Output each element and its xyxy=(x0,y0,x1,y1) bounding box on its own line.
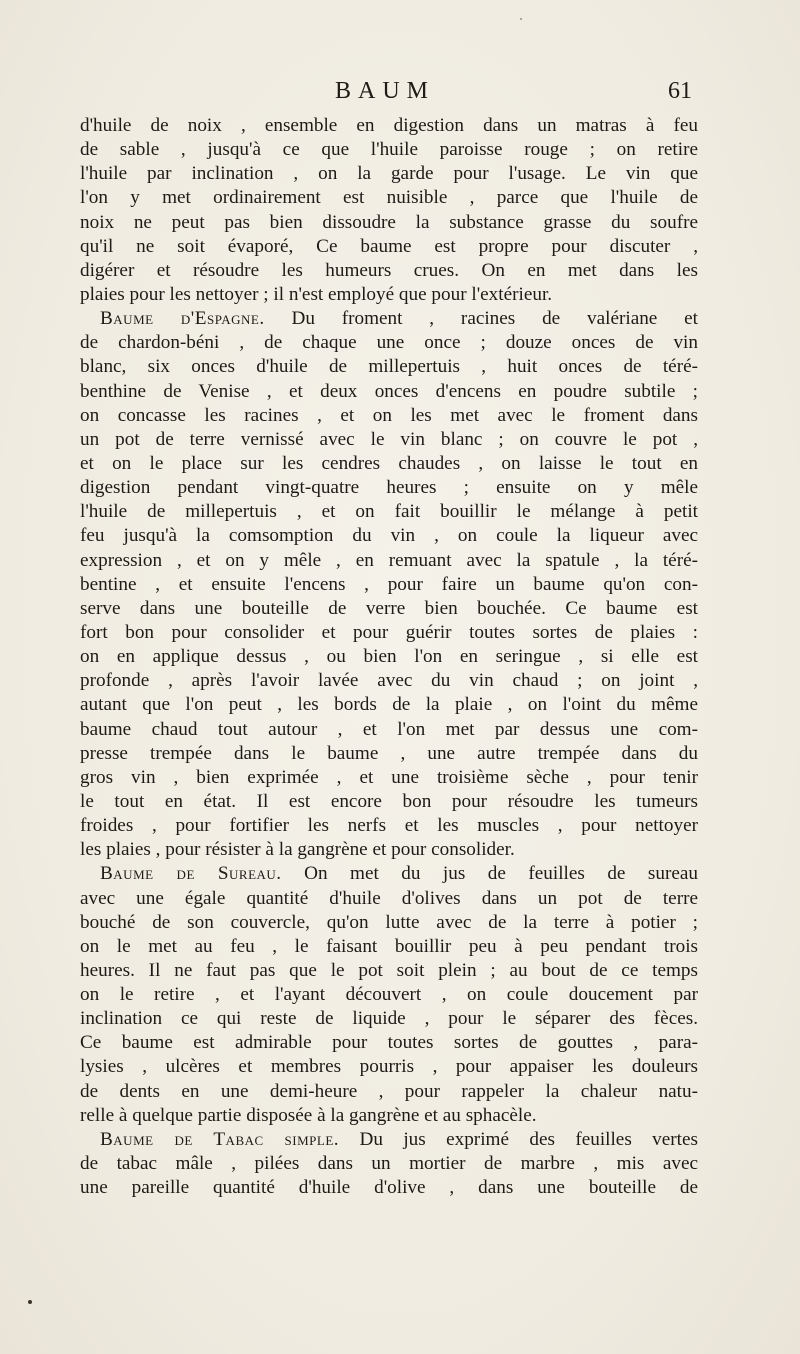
line-text: benthine de Venise , et deux onces d'encens en poudre subtile ; xyxy=(80,380,698,402)
text-line xyxy=(80,114,698,138)
line-text: digestion pendant vingt-quatre heures ; ensuite on y mêle xyxy=(80,477,698,499)
text-line xyxy=(80,983,698,1007)
text-line xyxy=(80,380,698,404)
line-text: un pot de terre vernissé avec le vin blanc ; on couvre le pot , xyxy=(80,428,698,450)
text-line xyxy=(80,162,698,186)
entry-heading: Baume de Sureau. xyxy=(100,863,282,885)
page-number: 61 xyxy=(668,78,692,104)
text-line xyxy=(80,428,698,452)
line-text: l'on y met ordinairement est nuisible , parce que l'huile de xyxy=(80,187,698,209)
line-text: qu'il ne soit évaporé, Ce baume est propre pour discuter , xyxy=(80,235,698,257)
line-text: autant que l'on peut , les bords de la plaie , on l'oint du même xyxy=(80,694,698,716)
line-text: de sable , jusqu'à ce que l'huile paroisse rouge ; on retire xyxy=(80,139,698,161)
text-line xyxy=(80,283,698,307)
paper-speck xyxy=(520,18,522,20)
line-text: Du jus exprimé des feuilles vertes xyxy=(339,1128,698,1150)
text-line xyxy=(80,814,698,838)
text-line xyxy=(80,1007,698,1031)
line-text: On met du jus de feuilles de sureau xyxy=(281,863,698,885)
text-line xyxy=(80,1080,698,1104)
entry-first-line xyxy=(80,307,698,331)
text-line xyxy=(80,138,698,162)
text-line xyxy=(80,524,698,548)
line-text: baume chaud tout autour , et l'on met par dessus une com- xyxy=(80,718,698,740)
line-text: on concasse les racines , et on les met avec le froment dans xyxy=(80,404,698,426)
body-text xyxy=(80,114,698,1200)
line-text: de tabac mâle , pilées dans un mortier de marbre , mis avec xyxy=(80,1153,698,1175)
line-text: blanc, six onces d'huile de millepertuis , huit onces de téré- xyxy=(80,356,698,378)
text-line xyxy=(80,693,698,717)
text-line xyxy=(80,597,698,621)
text-line xyxy=(80,549,698,573)
line-text: Du froment , racines de valériane et xyxy=(264,308,698,330)
text-line xyxy=(80,573,698,597)
text-line xyxy=(80,355,698,379)
line-text: l'huile par inclination , on la garde pour l'usage. Le vin que xyxy=(80,163,698,185)
line-text: plaies pour les nettoyer ; il n'est employé que pour l'extérieur. xyxy=(80,283,553,305)
line-text: presse trempée dans le baume , une autre trempée dans du xyxy=(80,742,698,764)
line-text: froides , pour fortifier les nerfs et les muscles , pour nettoyer xyxy=(80,815,698,837)
entry-heading: Baume d'Espagne. xyxy=(100,308,265,330)
text-line xyxy=(80,718,698,742)
line-text: digérer et résoudre les humeurs crues. On en met dans les xyxy=(80,259,698,281)
text-line xyxy=(80,742,698,766)
text-line xyxy=(80,476,698,500)
line-text: bouché de son couvercle, qu'on lutte avec de la terre à potier ; xyxy=(80,911,698,933)
line-text: on le met au feu , le faisant bouillir peu à peu pendant trois xyxy=(80,935,698,957)
text-line xyxy=(80,404,698,428)
text-line xyxy=(80,838,698,862)
line-text: on le retire , et l'ayant découvert , on coule doucement par xyxy=(80,984,698,1006)
line-text: fort bon pour consolider et pour guérir toutes sortes de plaies : xyxy=(80,621,698,643)
line-text: les plaies , pour résister à la gangrène et pour consolider. xyxy=(80,839,515,861)
entry-heading: Baume de Tabac simple. xyxy=(100,1128,340,1150)
line-text: de chardon-béni , de chaque une once ; douze onces de vin xyxy=(80,332,698,354)
text-line xyxy=(80,1055,698,1079)
text-line xyxy=(80,645,698,669)
text-line xyxy=(80,790,698,814)
text-line xyxy=(80,211,698,235)
text-line xyxy=(80,1031,698,1055)
line-text: gros vin , bien exprimée , et une troisième sèche , pour tenir xyxy=(80,766,698,788)
line-text: l'huile de millepertuis , et on fait bouillir le mélange à petit xyxy=(80,501,698,523)
line-text: d'huile de noix , ensemble en digestion dans un matras à feu xyxy=(80,115,698,136)
line-text: lysies , ulcères et membres pourris , pour appaiser les douleurs xyxy=(80,1056,698,1078)
text-line xyxy=(80,452,698,476)
line-text: expression , et on y mêle , en remuant avec la spatule , la téré- xyxy=(80,549,698,571)
text-line xyxy=(80,1152,698,1176)
text-line xyxy=(80,621,698,645)
line-text: relle à quelque partie disposée à la gangrène et au sphacèle. xyxy=(80,1104,537,1126)
text-line xyxy=(80,186,698,210)
line-text: serve dans une bouteille de verre bien bouchée. Ce baume est xyxy=(80,597,698,619)
text-line xyxy=(80,911,698,935)
text-line xyxy=(80,959,698,983)
text-line xyxy=(80,669,698,693)
line-text: une pareille quantité d'huile d'olive , dans une bouteille de xyxy=(80,1177,698,1199)
line-text: inclination ce qui reste de liquide , pour le séparer des fèces. xyxy=(80,1008,698,1030)
text-line xyxy=(80,935,698,959)
line-text: Ce baume est admirable pour toutes sortes de gouttes , para- xyxy=(80,1032,698,1054)
line-text: feu jusqu'à la comsomption du vin , on coule la liqueur avec xyxy=(80,525,698,547)
line-text: le tout en état. Il est encore bon pour résoudre les tumeurs xyxy=(80,790,698,812)
page-header xyxy=(78,78,692,108)
text-line xyxy=(80,259,698,283)
line-text: de dents en une demi-heure , pour rappeler la chaleur natu- xyxy=(80,1080,698,1102)
line-text: et on le place sur les cendres chaudes , on laisse le tout en xyxy=(80,452,698,474)
line-text: bentine , et ensuite l'encens , pour faire un baume qu'on con- xyxy=(80,573,698,595)
text-line xyxy=(80,887,698,911)
text-line xyxy=(80,331,698,355)
line-text: profonde , après l'avoir lavée avec du vin chaud ; on joint , xyxy=(80,670,698,692)
line-text: noix ne peut pas bien dissoudre la substance grasse du soufre xyxy=(80,211,698,233)
text-line xyxy=(80,1176,698,1200)
line-text: on en applique dessus , ou bien l'on en seringue , si elle est xyxy=(80,646,698,668)
entry-first-line xyxy=(80,1128,698,1152)
text-line xyxy=(80,500,698,524)
paper-speck xyxy=(28,1300,32,1304)
text-line xyxy=(80,1104,698,1128)
entry-first-line xyxy=(80,862,698,886)
text-line xyxy=(80,235,698,259)
running-head: BAUM xyxy=(334,78,435,104)
line-text: avec une égale quantité d'huile d'olives dans un pot de terre xyxy=(80,887,698,909)
text-line xyxy=(80,766,698,790)
line-text: heures. Il ne faut pas que le pot soit plein ; au bout de ce temps xyxy=(80,959,698,981)
